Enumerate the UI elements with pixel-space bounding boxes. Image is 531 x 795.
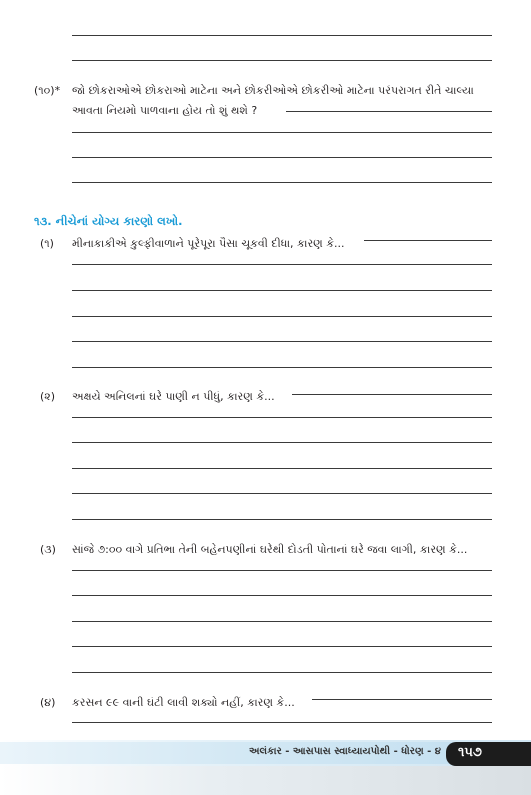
- item-number: (૨): [40, 390, 56, 403]
- page-number: ૧૫૭: [458, 745, 482, 760]
- answer-line: [72, 316, 492, 317]
- answer-line: [72, 595, 492, 596]
- answer-line: [72, 722, 492, 723]
- answer-line: [72, 519, 492, 520]
- question-text-line2: આવતા નિયમો પાળવાના હોય તો શું થશે ?: [72, 104, 258, 117]
- answer-line: [72, 367, 492, 368]
- item-text: સાંજે ૭:૦૦ વાગે પ્રતિભા તેની બહેનપણીનાં ઘરેથી દોડતી પોતાનાં ઘરે જવા લાગી, કારણ કે...: [72, 543, 468, 556]
- question-number: (૧૦)*: [34, 84, 61, 97]
- item-text: કરસન ૯૯ વાની ઘંટી લાવી શક્યો નહીં, કારણ કે...: [72, 696, 295, 709]
- answer-line: [72, 182, 492, 183]
- answer-line: [72, 570, 492, 571]
- item-text: મીનાકાકીએ કુલ્ફીવાળાને પૂરેપૂરા પૈસા ચૂકવી દીધા, કારણ કે...: [72, 237, 345, 250]
- question-text-line1: જો છોકરાઓએ છોકરાઓ માટેના અને છોકરીઓએ છોકરીઓ માટેના પરંપરાગત રીતે ચાલ્યા: [72, 84, 474, 97]
- answer-line: [72, 132, 492, 133]
- answer-line: [72, 442, 492, 443]
- answer-line: [72, 621, 492, 622]
- answer-line: [72, 60, 492, 61]
- answer-line: [292, 394, 492, 395]
- item-text: અક્ષયે અનિલનાં ઘરે પાણી ન પીધું, કારણ કે...: [72, 390, 275, 403]
- item-number: (૪): [40, 696, 56, 709]
- item-number: (૧): [40, 237, 54, 250]
- answer-line: [286, 111, 492, 112]
- answer-line: [72, 157, 492, 158]
- answer-line: [72, 35, 492, 36]
- answer-line: [72, 493, 492, 494]
- answer-line: [72, 417, 492, 418]
- answer-line: [364, 240, 492, 241]
- footer-book-title: અલંકાર - આસપાસ સ્વાધ્યાયપોથી - ધોરણ - ૪: [248, 746, 441, 757]
- section-heading: ૧૩. નીચેનાં યોગ્ય કારણો લખો.: [34, 214, 183, 228]
- answer-line: [312, 699, 492, 700]
- answer-line: [72, 672, 492, 673]
- footer-lower-band: [0, 766, 531, 795]
- answer-line: [72, 646, 492, 647]
- answer-line: [72, 341, 492, 342]
- answer-line: [72, 290, 492, 291]
- item-number: (૩): [40, 543, 56, 556]
- answer-line: [72, 468, 492, 469]
- answer-line: [72, 264, 492, 265]
